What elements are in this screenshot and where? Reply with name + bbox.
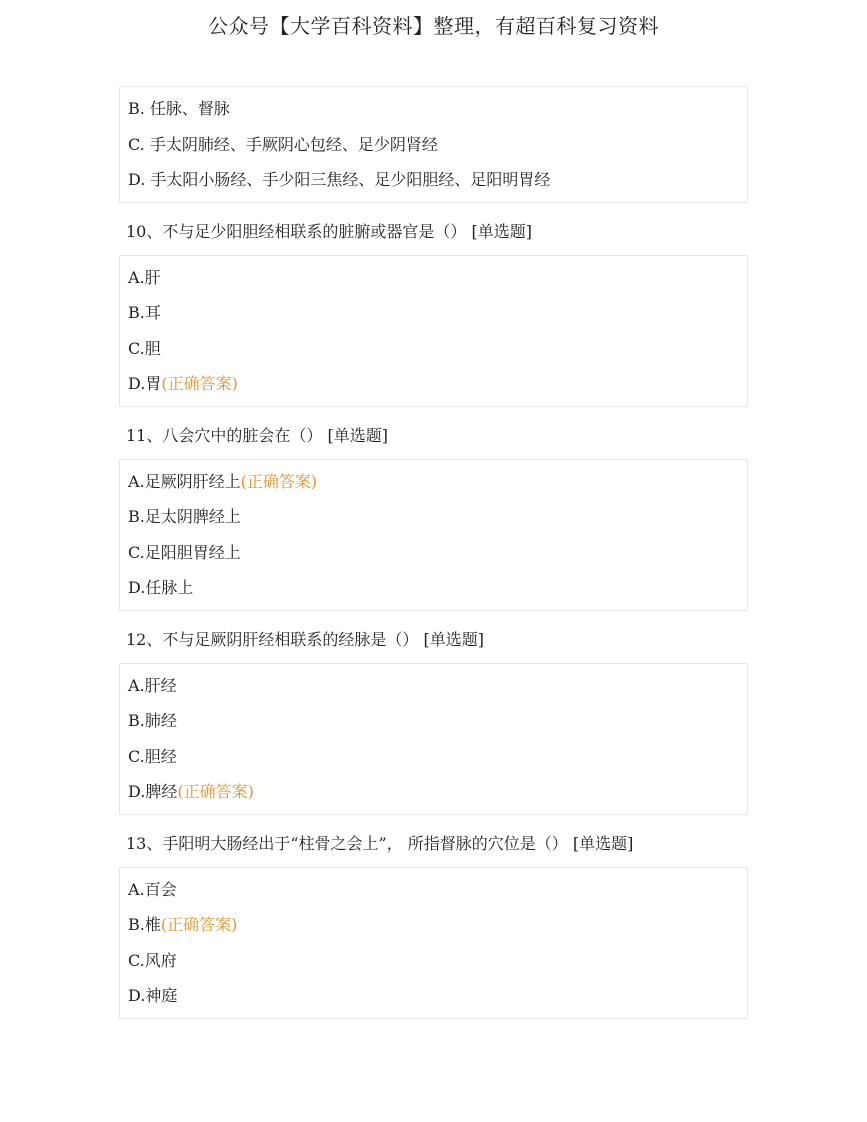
options-box-prev <box>119 86 748 203</box>
options-box-q11 <box>119 459 748 611</box>
option-d: D.胃(正确答案) <box>128 374 238 393</box>
option-a: A.百会 <box>128 879 177 899</box>
question-13-stem: 13、手阳明大肠经出于“柱骨之会上”， 所指督脉的穴位是（） [单选题] <box>126 833 634 853</box>
option-b: B. 任脉、督脉 <box>128 99 230 118</box>
question-list <box>119 86 748 1019</box>
option-b: B.足太阴脾经上 <box>128 507 241 526</box>
option-d: D.任脉上 <box>128 578 194 597</box>
option-c: C. 手太阴肺经、手厥阴心包经、足少阴肾经 <box>128 134 438 154</box>
option-d: D. 手太阳小肠经、手少阳三焦经、足少阳胆经、足阳明胃经 <box>128 170 551 189</box>
option-b: B.椎(正确答案) <box>128 915 238 934</box>
correct-answer-label: (正确答案) <box>240 471 318 491</box>
correct-answer-label: (正确答案) <box>160 915 238 934</box>
option-b: B.肺经 <box>128 711 177 730</box>
correct-answer-label: (正确答案) <box>177 782 254 801</box>
option-c: C.胆 <box>128 338 161 358</box>
correct-answer-label: (正确答案) <box>161 374 238 393</box>
option-c: C.胆经 <box>128 746 177 766</box>
question-12-stem: 12、不与足厥阴肝经相联系的经脉是（） [单选题] <box>126 629 484 649</box>
option-d: D.神庭 <box>128 986 178 1005</box>
question-11-stem: 11、八会穴中的脏会在（） [单选题] <box>126 425 388 445</box>
option-c: C.风府 <box>128 950 177 970</box>
option-a: A.足厥阴肝经上(正确答案) <box>128 471 318 491</box>
options-box-q12 <box>119 663 748 815</box>
option-c: C.足阳胆胃经上 <box>128 542 241 562</box>
option-d: D.脾经(正确答案) <box>128 782 254 801</box>
option-b: B.耳 <box>128 303 161 322</box>
page-header-title: 公众号【大学百科资料】整理，有超百科复习资料 <box>208 14 659 38</box>
option-a: A.肝经 <box>128 675 177 695</box>
options-box-q13 <box>119 867 748 1019</box>
question-10-stem: 10、不与足少阳胆经相联系的脏腑或器官是（） [单选题] <box>126 221 532 241</box>
options-box-q10 <box>119 255 748 407</box>
option-a: A.肝 <box>128 267 161 287</box>
